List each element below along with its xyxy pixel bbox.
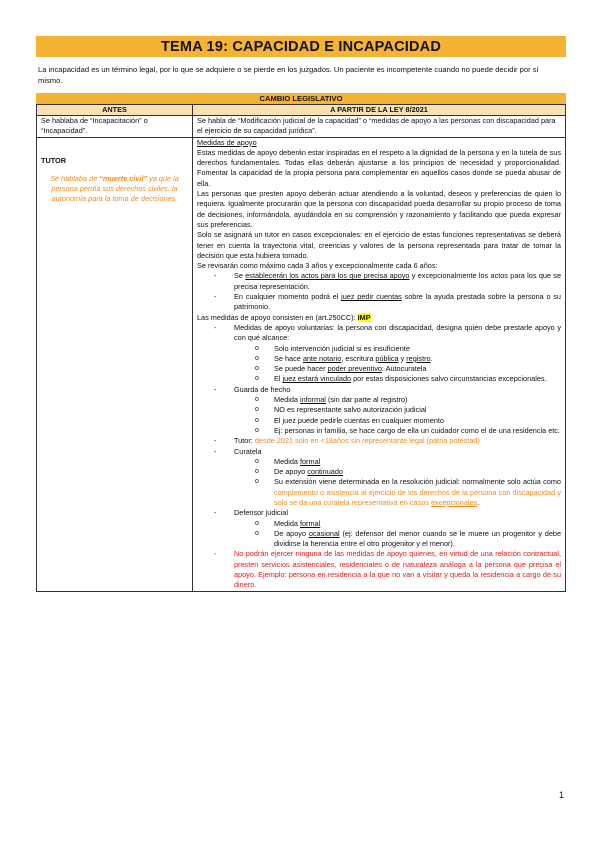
sub-list [234,395,561,436]
intro-paragraph: La incapacidad es un término legal, por lo que se adquiere o se pierde en los juzgados. Un paciente es incompetente cuando no puede decidir por sí mismo. [38,65,539,85]
t: excepcionales [430,497,478,507]
t: De apoyo [274,528,309,538]
t: Defensor judicial [234,508,288,518]
page-title: TEMA 19: CAPACIDAD E INCAPACIDAD [36,36,566,57]
t: continuado [307,467,343,477]
list-item [197,508,561,549]
list-item [234,477,561,508]
row1-before: Se hablaba de “Incapacitación” o “Incapacidad”. [37,116,193,138]
paragraph: Estas medidas de apoyo deberán estar inspiradas en el respeto a la dignidad de la persona y en la tutela de sus derechos fundamentales. Todas ellas deberán ajustarse a los principios de necesidad y proporcionalidad. Fomentar la capacidad de la propia persona para complementar en aquellos casos donde se pueda abusar de ella. [197,147,561,188]
list-item: o NO es representante salvo autorización judicial [234,405,561,415]
t: Se [234,271,246,281]
note-text: ya que la persona perdía sus derechos civiles: la autonomía para la toma de decisiones. [51,173,179,204]
t: Medida [274,456,300,466]
list-item [197,447,561,509]
t: Guarda de hecho [234,384,291,394]
sub-list [234,457,561,508]
list-item [197,271,561,292]
list-item [234,364,561,374]
t: poder preventivo [327,364,382,374]
t: . [477,497,480,507]
list-item [197,292,561,313]
document-page [36,36,566,592]
list-item: o El juez puede pedirle cuentas en cualquier momento [234,416,561,426]
paragraph: Las personas que presten apoyo deberán actuar atendiendo a la voluntad, deseos y preferencias de quien lo requiera. Igualmente procurarán que la persona con discapacidad pueda desarrollar su propio proceso de toma de decisiones, informándola, ayudándola en su comprensión y razonamiento y facilitando que pueda expresar sus preferencias. [197,189,561,229]
t: Se hace [274,353,303,363]
t: pública [375,353,399,363]
t: Medida [274,518,300,528]
list-item [197,549,561,590]
header-after: A PARTIR DE LA LEY 8/2021 [193,105,566,116]
note-bold: “muerte civil” [99,173,148,183]
tutor-label: TUTOR [41,155,66,165]
t: : Autocuratela [381,364,427,374]
t: Tutor: [234,436,255,446]
tutor-note [41,174,188,205]
imp-highlight: IMP [357,312,371,322]
t: . [430,353,433,363]
paragraph: Se revisarán como máximo cada 3 años y excepcionalmente cada 6 años: [197,261,438,271]
table-row [37,137,566,591]
row1-after: Se habla de “Modificación judicial de la capacidad” o “medidas de apoyo a las personas con discapacidad para el ejercicio de su capacidad jurídica”. [193,116,566,138]
comparison-table [36,104,566,592]
t: Se puede hacer [274,364,328,374]
list-item [234,374,561,384]
list-item [234,519,561,529]
t: sobre la ayuda prestada sobre la persona o su patrimonio. [234,292,561,312]
t: , escritura [341,353,376,363]
section-title: CAMBIO LEGISLATIVO [36,93,566,104]
header-before: ANTES [37,105,193,116]
table-header-row [37,105,566,116]
medidas-heading: Medidas de apoyo [197,137,257,147]
t: desde 2021 solo en <18años sin representante legal (patria potestad) [254,436,480,446]
t: juez estará vinculado [282,374,352,384]
t: y [398,353,407,363]
table-row [37,116,566,138]
list-item [197,323,561,385]
t: No podrán ejercer ninguna de las medidas de apoyo quienes [234,549,435,559]
t: Medida [274,395,300,405]
t: ante notario [302,353,342,363]
t: Curatela [234,446,262,456]
t: ocasional [308,528,340,538]
list-item [197,385,561,436]
list-item [234,529,561,550]
t: y excepcionalmente los actos para los que se precisa representación. [234,271,562,291]
t: El [274,374,283,384]
t: complemento o asistencia al ejercicio de los derechos de la persona con discapacidad y solo se da una curatela representativa en casos [274,487,561,507]
t: establecerán los actos para los que precisa apoyo [245,271,410,281]
list-item: o Ej: personas in familia, se hace cargo de ella un cuidador como el de una residencia etc. [234,426,561,436]
sub-list [234,519,561,550]
medidas-list [197,323,561,591]
t: Medidas de apoyo voluntarias: la persona con discapacidad, designa quién debe prestarle apoyo y con qué alcance: [234,322,561,343]
t: registro [406,353,431,363]
list-item [234,467,561,477]
medidas-cell-after [193,137,566,591]
list-item [234,354,561,364]
t: (ej: defensor del menor cuando se le muere un progenitor y debe dividirse la herencia entre el otro progenitor y el menor). [274,528,562,549]
t: (sin dar parte al registro) [325,395,408,405]
t: formal [299,518,321,528]
tutor-cell-before [37,137,193,591]
t: De apoyo [274,467,308,477]
t: En cualquier momento podrá el [234,292,342,302]
t: juez pedir cuentas [341,292,402,302]
note-text: Se hablaba de [50,173,100,183]
t: , en virtud de una relación contractual, presten servicios asistenciales, residenciales o de naturaleza análoga a la persona que precisa el apoyo. Ejemplo: persona en residencia a la que no van a visitar y queda la residencia a cargo de su dinero. [234,549,561,590]
t: informal [299,395,326,405]
list-item [234,395,561,405]
list-item [234,457,561,467]
page-number: 1 [558,790,564,800]
t: formal [299,456,321,466]
t: por estas disposiciones salvo circunstancias excepcionales. [351,374,547,384]
list-item [197,436,561,446]
sub-list [234,344,561,385]
t: Su extensión viene determinada en la resolución judicial: normalmente solo actúa como [274,477,561,487]
t: Las medidas de apoyo consisten en (art.250CC): [197,312,358,322]
revision-list [197,271,561,312]
paragraph: Solo se asignará un tutor en casos excepcionales: en el ejercicio de estas funciones representativas se deberá tener en cuenta la trayectoria vital, creencias y valores de la persona representada para tratar de tomar la decisión que esta hubiera tomado. [197,230,561,260]
consisten-line [197,313,561,323]
list-item: o Solo intervención judicial si es insuficiente [234,344,561,354]
